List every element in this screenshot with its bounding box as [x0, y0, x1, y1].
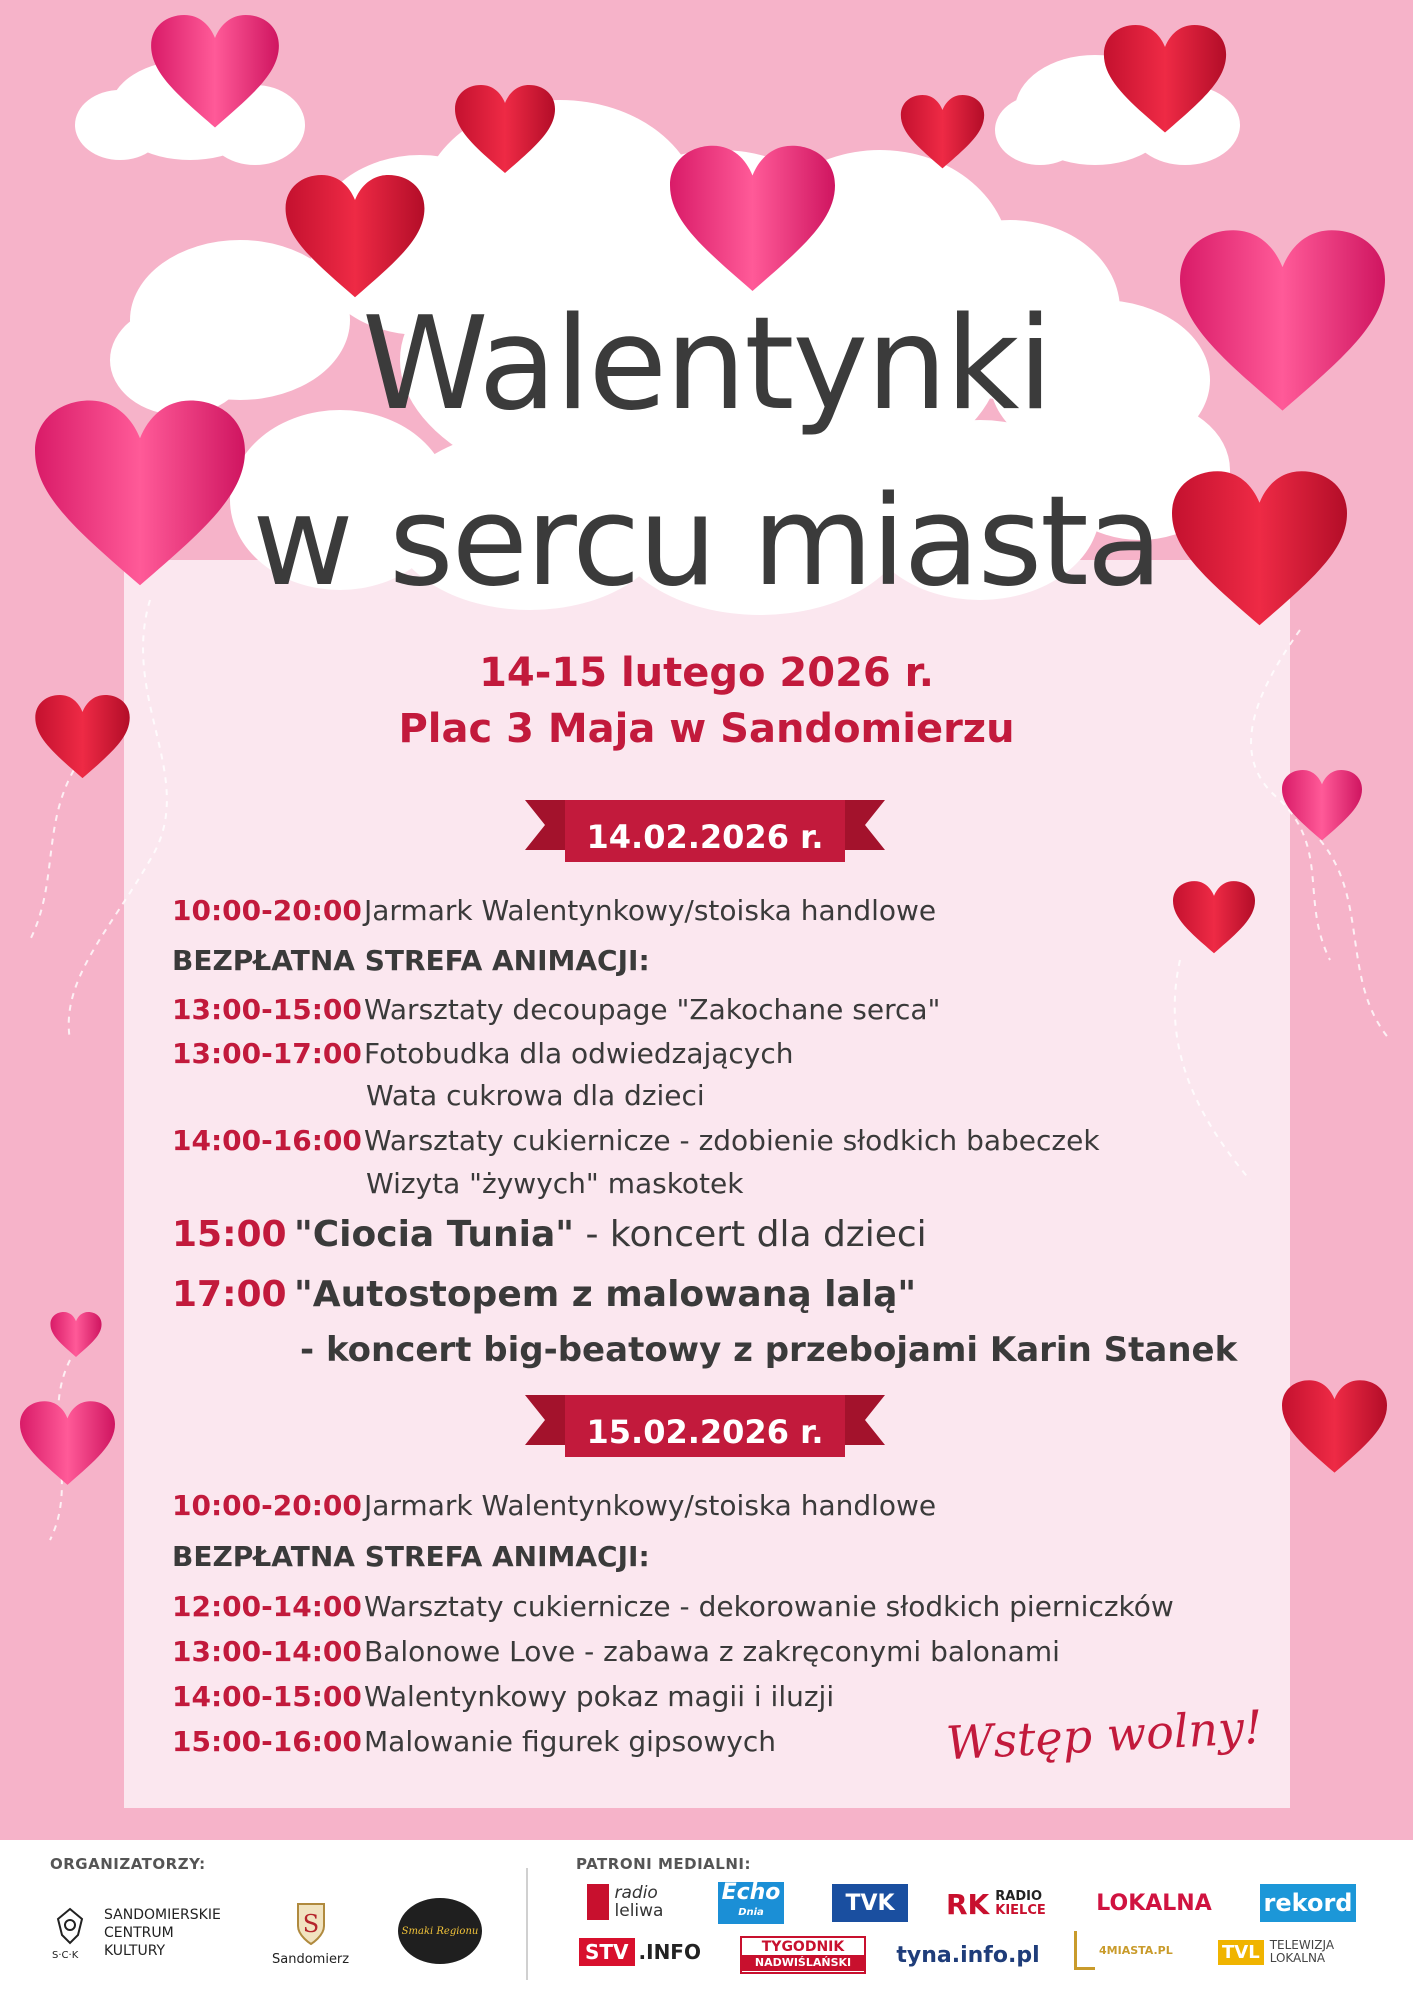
sandomierz-label: Sandomierz — [272, 1952, 350, 1967]
activity: Warsztaty decoupage "Zakochane serca" — [364, 993, 941, 1026]
media-patrons-label: PATRONI MEDIALNI: — [576, 1855, 751, 1873]
concert-title: "Ciocia Tunia" — [294, 1214, 575, 1255]
tvl-label: TVL — [1218, 1940, 1264, 1965]
schedule-row — [172, 1680, 834, 1713]
concert-desc: - koncert big-beatowy z przebojami Karin Stanek — [300, 1330, 1238, 1370]
title-line-2: w sercu miasta — [252, 470, 1161, 614]
time: 13:00-15:00 — [172, 993, 362, 1026]
activity: Warsztaty cukiernicze - dekorowanie słodkich pierniczków — [364, 1590, 1174, 1623]
time: 10:00-20:00 — [172, 1489, 362, 1522]
tvl-line-2: LOKALNA — [1269, 1951, 1326, 1965]
echo-dnia-logo — [718, 1882, 784, 1924]
sck-name-line-2: CENTRUM — [104, 1925, 174, 1941]
event-place: Plac 3 Maja w Sandomierzu — [398, 706, 1015, 752]
stv-label: STV — [579, 1938, 635, 1966]
sck-name-line-3: KULTURY — [104, 1943, 166, 1959]
time: 13:00-17:00 — [172, 1037, 362, 1070]
sck-logo-icon — [52, 1905, 88, 1949]
day1-ribbon — [525, 800, 885, 880]
radio-kielce-logo — [946, 1884, 1046, 1924]
stv-info-logo — [575, 1936, 705, 1968]
time: 15:00 — [172, 1214, 287, 1255]
radio-kielce-line-2: KIELCE — [995, 1903, 1046, 1918]
schedule-row — [172, 1489, 936, 1522]
concert-desc: - koncert dla dzieci — [574, 1214, 927, 1255]
radio-label: radio — [614, 1883, 658, 1903]
tygodnik-line-1: TYGODNIK — [761, 1939, 845, 1955]
activity: Warsztaty cukiernicze - zdobienie słodkich babeczek — [364, 1124, 1100, 1157]
time: 15:00-16:00 — [172, 1725, 362, 1758]
concert-row — [172, 1274, 916, 1315]
free-entry-note: Wstęp wolny! — [944, 1699, 1264, 1771]
schedule-row — [172, 1124, 1100, 1157]
concert-title: "Autostopem z malowaną lalą" — [294, 1274, 917, 1315]
radio-kielce-line-1: RADIO — [995, 1889, 1043, 1904]
activity: Fotobudka dla odwiedzających — [364, 1037, 794, 1070]
activity: Balonowe Love - zabawa z zakręconymi balonami — [364, 1635, 1060, 1668]
schedule-row — [172, 1037, 794, 1070]
tvl-line-1: TELEWIZJA — [1269, 1938, 1335, 1952]
activity-continued: Wata cukrowa dla dzieci — [366, 1079, 705, 1112]
sck-abbr: S·C·K — [52, 1950, 79, 1961]
echo-label: Echo — [721, 1880, 781, 1905]
sck-name — [104, 1906, 221, 1960]
echo-sub-label: Dnia — [738, 1907, 764, 1918]
day1-date: 14.02.2026 r. — [586, 818, 824, 856]
tvk-logo: TVK — [832, 1884, 908, 1922]
sck-name-line-1: SANDOMIERSKIE — [104, 1907, 221, 1923]
organizers-label: ORGANIZATORZY: — [50, 1855, 206, 1873]
smaki-label: Smaki Regionu — [401, 1925, 479, 1937]
time: 13:00-14:00 — [172, 1635, 362, 1668]
title-line-1: Walentynki — [362, 290, 1051, 439]
concert-row — [172, 1214, 927, 1255]
footer-divider — [526, 1868, 528, 1980]
schedule-row — [172, 1590, 1174, 1623]
schedule-row — [172, 894, 936, 927]
tvl-logo — [1218, 1934, 1358, 1970]
schedule-row — [172, 1635, 1060, 1668]
event-dates: 14-15 lutego 2026 r. — [479, 650, 934, 696]
sandomierz-crest-icon — [296, 1900, 326, 1946]
activity: Jarmark Walentynkowy/stoiska handlowe — [364, 894, 937, 927]
day2-date: 15.02.2026 r. — [586, 1413, 824, 1451]
tygodnik-logo — [740, 1936, 866, 1974]
svg-text:S: S — [302, 1910, 320, 1938]
activity: Malowanie figurek gipsowych — [364, 1725, 776, 1758]
schedule-row — [172, 1725, 776, 1758]
activity-continued: Wizyta "żywych" maskotek — [366, 1167, 744, 1200]
activity: Jarmark Walentynkowy/stoiska handlowe — [364, 1489, 937, 1522]
4miasta-label: 4MIASTA.PL — [1099, 1943, 1173, 1957]
tygodnik-line-2: NADWIŚLAŃSKI — [742, 1955, 864, 1971]
time: 14:00-16:00 — [172, 1124, 362, 1157]
time: 17:00 — [172, 1274, 287, 1315]
radio-leliwa-logo — [575, 1880, 675, 1924]
lokalna-logo: LOKALNA — [1096, 1890, 1212, 1916]
animation-zone-heading: BEZPŁATNA STREFA ANIMACJI: — [172, 944, 650, 977]
animation-zone-heading: BEZPŁATNA STREFA ANIMACJI: — [172, 1540, 650, 1573]
time: 10:00-20:00 — [172, 894, 362, 927]
time: 12:00-14:00 — [172, 1590, 362, 1623]
tyna-info-logo: tyna.info.pl — [896, 1942, 1040, 1968]
4miasta-logo — [1074, 1930, 1174, 1970]
smaki-regionu-logo — [398, 1898, 482, 1964]
activity: Walentynkowy pokaz magii i iluzji — [364, 1680, 835, 1713]
schedule-row — [172, 993, 940, 1026]
info-label: .INFO — [638, 1940, 701, 1964]
day2-ribbon — [525, 1395, 885, 1475]
time: 14:00-15:00 — [172, 1680, 362, 1713]
radio-rekord-logo: rekord — [1260, 1884, 1356, 1922]
leliwa-label: leliwa — [614, 1901, 664, 1921]
rk-label: RK — [946, 1887, 990, 1921]
